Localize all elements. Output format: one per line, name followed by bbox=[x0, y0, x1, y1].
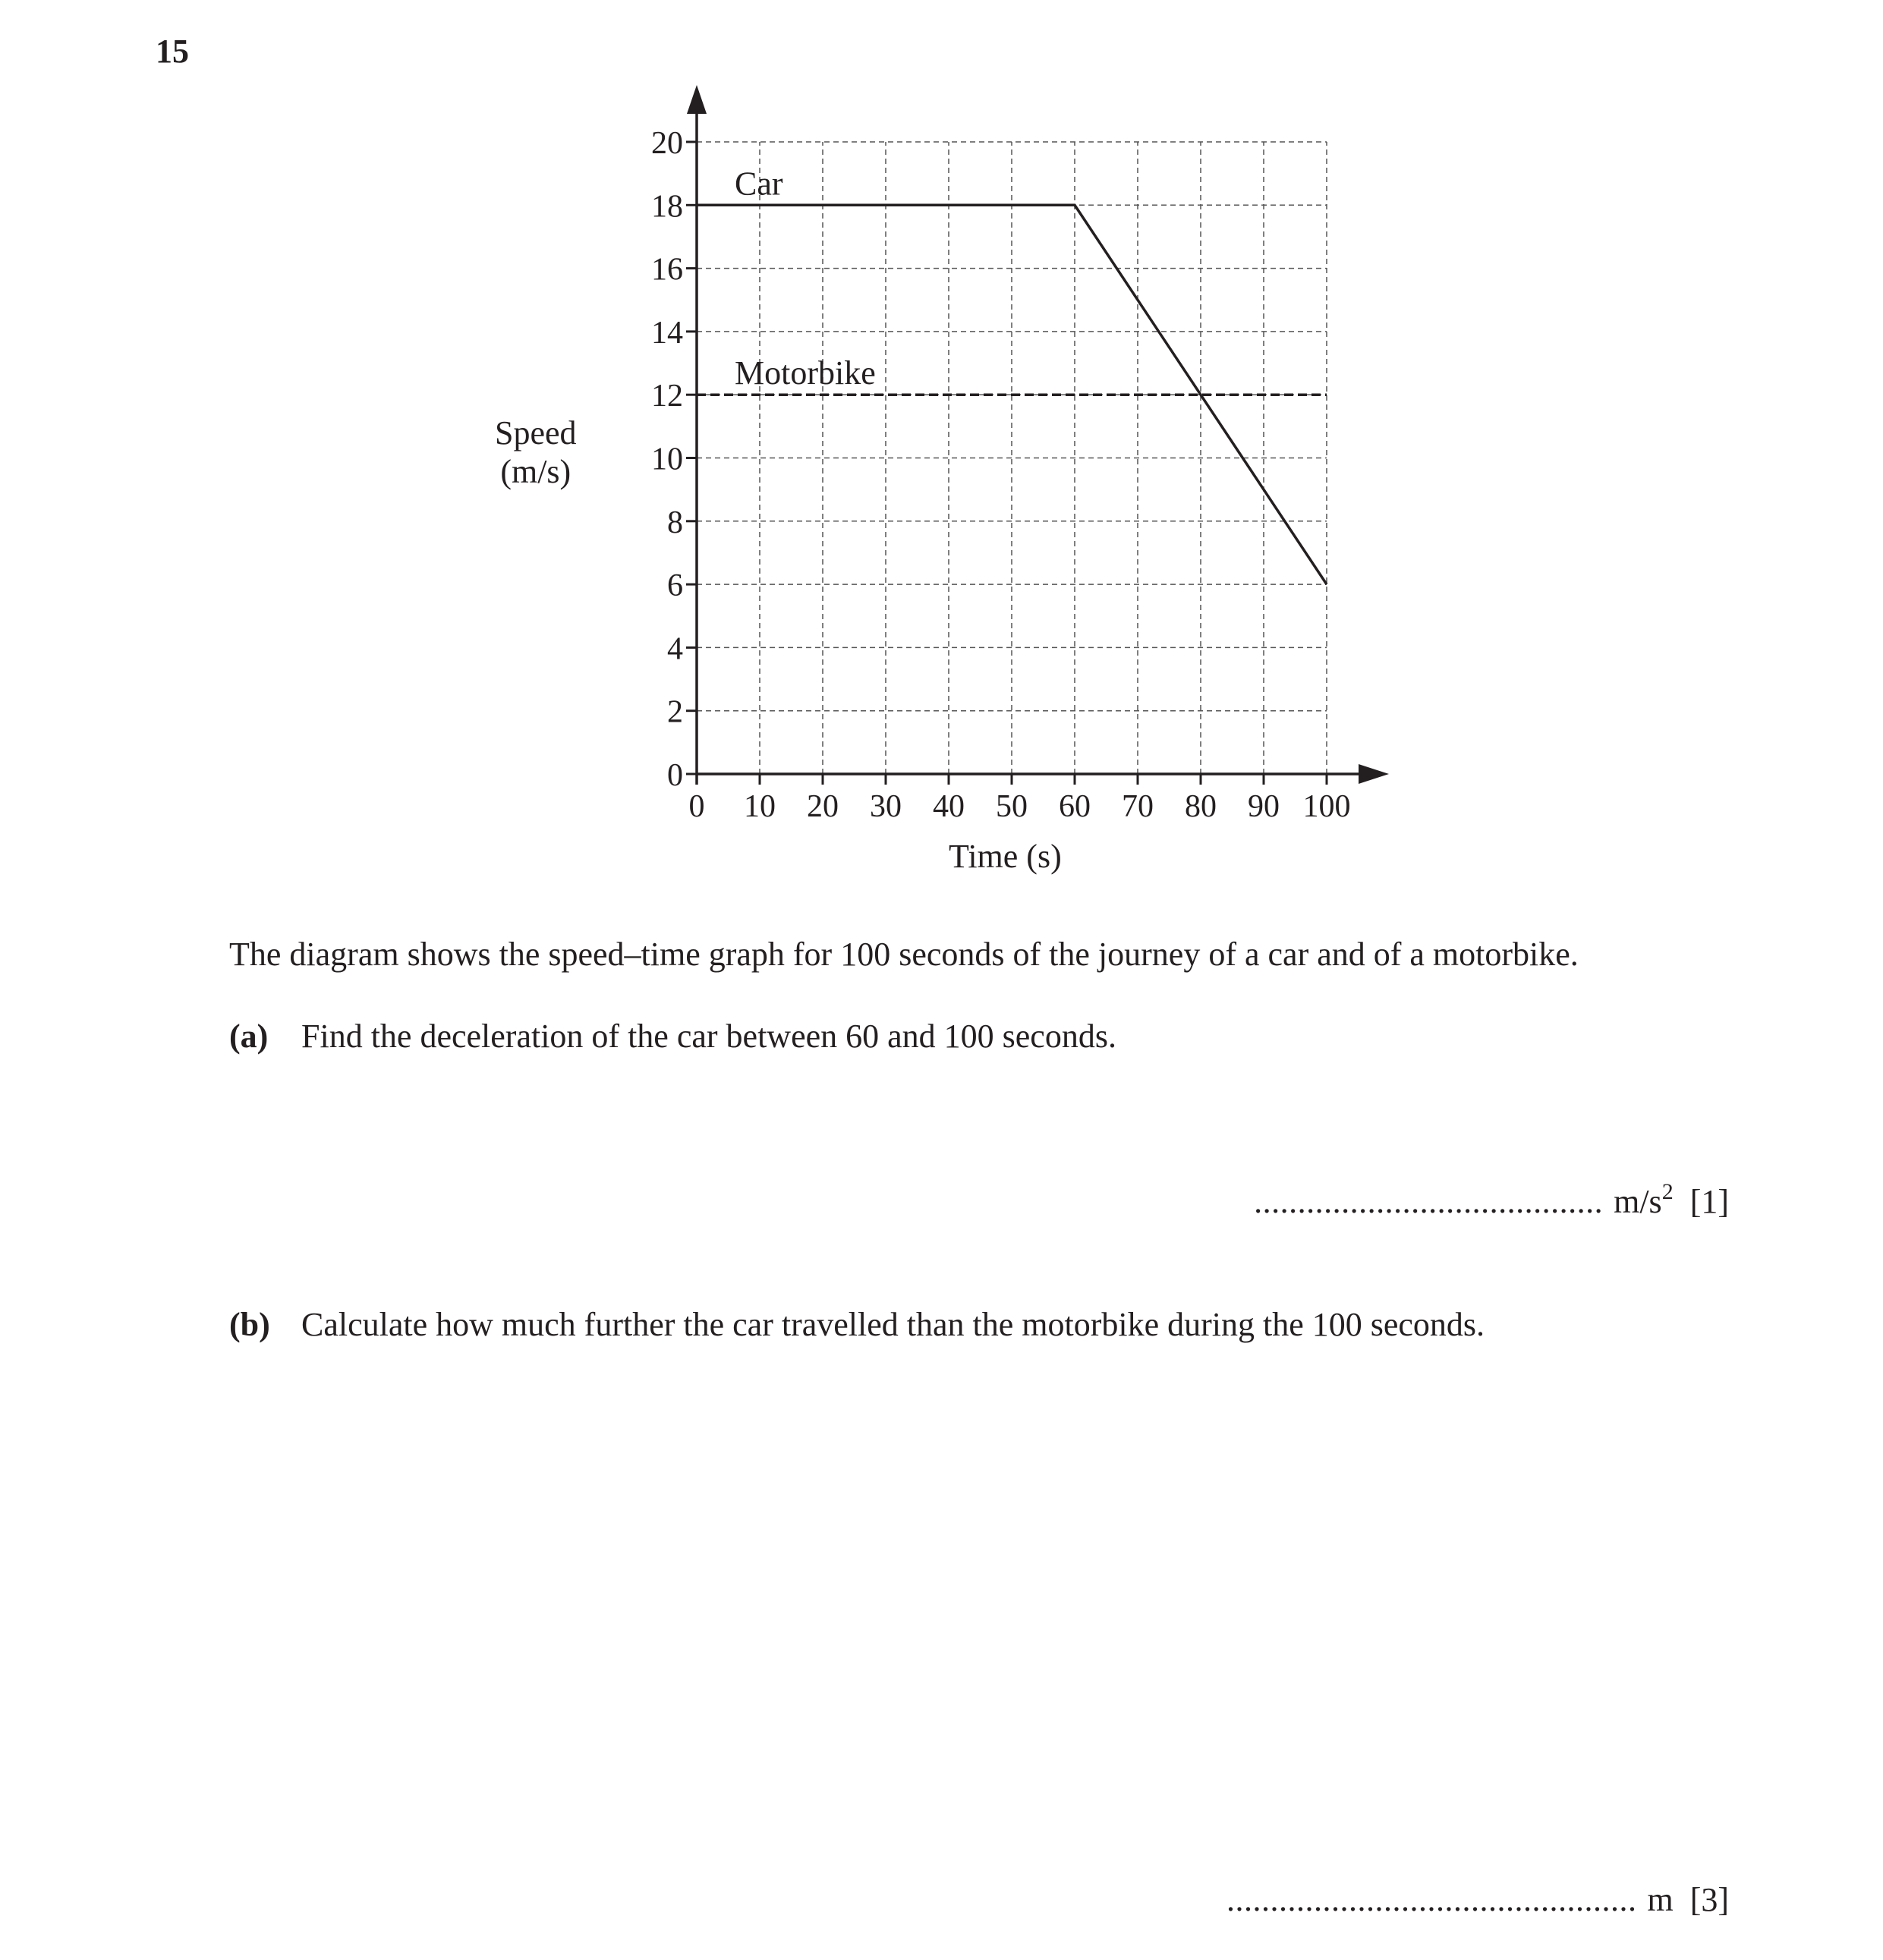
x-tick-label: 90 bbox=[1248, 789, 1280, 824]
y-tick-label: 0 bbox=[667, 758, 683, 793]
y-axis-label-line-2: (m/s) bbox=[500, 453, 572, 491]
y-axis-label bbox=[495, 414, 577, 492]
part-b-answer-field[interactable]: ............................................... bbox=[1226, 1881, 1637, 1918]
axes bbox=[686, 85, 1389, 785]
y-tick-label: 2 bbox=[667, 694, 683, 730]
part-b-marks: [3] bbox=[1689, 1881, 1729, 1918]
y-tick-label: 20 bbox=[651, 126, 683, 161]
question-intro: The diagram shows the speed–time graph for 100 seconds of the journey of a car and of a motorbike. bbox=[229, 936, 1579, 973]
part-b-answer-line bbox=[1226, 1880, 1729, 1919]
part-a-unit: m/s bbox=[1614, 1183, 1662, 1220]
y-tick-label: 16 bbox=[651, 252, 683, 288]
x-axis-arrow-icon bbox=[1359, 764, 1389, 784]
question-number: 15 bbox=[156, 33, 189, 70]
x-axis-label: Time (s) bbox=[949, 838, 1062, 875]
y-tick-label: 18 bbox=[651, 189, 683, 225]
x-tick-label: 40 bbox=[933, 789, 965, 824]
x-tick-label: 50 bbox=[996, 789, 1028, 824]
x-tick-label: 60 bbox=[1059, 789, 1091, 824]
y-tick-label: 14 bbox=[651, 315, 683, 351]
part-a-answer-field[interactable]: ........................................ bbox=[1254, 1183, 1604, 1220]
series-label-car: Car bbox=[735, 165, 783, 203]
part-a-marks: [1] bbox=[1689, 1183, 1729, 1220]
y-tick-label: 12 bbox=[651, 379, 683, 414]
part-b-label: (b) bbox=[229, 1306, 270, 1343]
y-tick-label: 6 bbox=[667, 568, 683, 604]
part-a-text: Find the deceleration of the car between 60 and 100 seconds. bbox=[301, 1018, 1116, 1055]
grid-lines bbox=[697, 142, 1327, 774]
x-tick-label: 100 bbox=[1302, 789, 1351, 824]
y-axis-arrow-icon bbox=[687, 85, 707, 114]
part-a-label: (a) bbox=[229, 1018, 269, 1055]
part-a-question bbox=[229, 1017, 1116, 1057]
tick-labels bbox=[651, 126, 1351, 824]
part-b-unit: m bbox=[1647, 1881, 1674, 1918]
part-a-answer-line bbox=[1254, 1179, 1729, 1221]
series-label-motorbike: Motorbike bbox=[735, 354, 876, 392]
part-b-text: Calculate how much further the car travelled than the motorbike during the 100 seconds. bbox=[301, 1306, 1485, 1343]
x-tick-label: 70 bbox=[1122, 789, 1154, 824]
y-tick-label: 8 bbox=[667, 505, 683, 540]
x-tick-label: 80 bbox=[1185, 789, 1217, 824]
y-tick-label: 4 bbox=[667, 631, 683, 667]
x-tick-label: 0 bbox=[688, 789, 705, 824]
series-labels bbox=[735, 165, 876, 392]
part-a-unit-power: 2 bbox=[1661, 1179, 1674, 1204]
x-tick-label: 30 bbox=[870, 789, 902, 824]
speed-time-graph bbox=[0, 0, 1883, 911]
y-axis-label-line-1: Speed bbox=[495, 414, 577, 451]
y-tick-label: 10 bbox=[651, 442, 683, 477]
part-b-question bbox=[229, 1305, 1485, 1345]
x-tick-label: 10 bbox=[744, 789, 776, 824]
x-tick-label: 20 bbox=[807, 789, 839, 824]
